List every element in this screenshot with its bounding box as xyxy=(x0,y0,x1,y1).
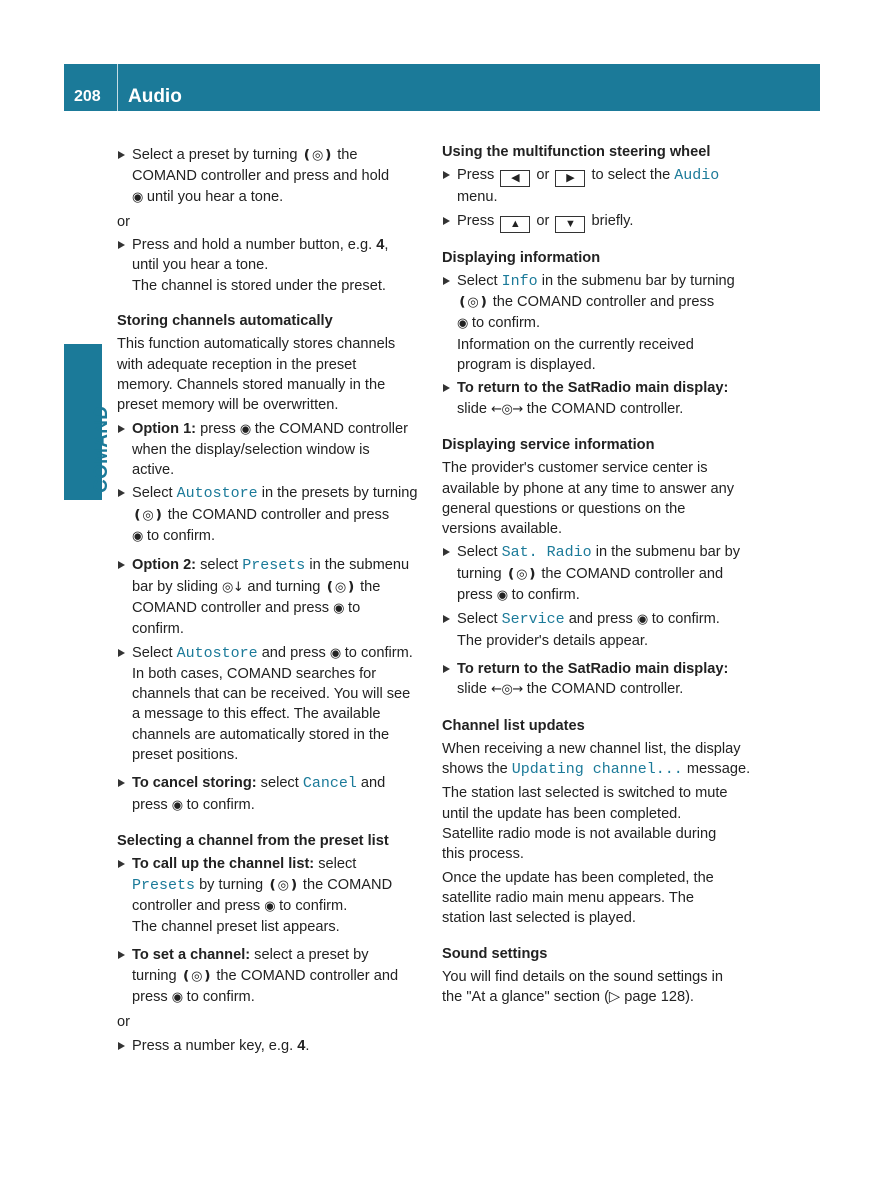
rotate-controller-icon: ❪◎❫ xyxy=(267,877,299,893)
slide-down-icon: ◎↓ xyxy=(222,579,244,595)
menu-item-autostore: Autostore xyxy=(176,644,258,662)
menu-item-presets: Presets xyxy=(132,876,196,894)
down-arrow-key-icon: ▼ xyxy=(555,216,585,233)
menu-item-autostore: Autostore xyxy=(176,485,258,503)
step-call-channel-list: To call up the channel list: select Presets by turning ❪◎❫ the COMAND controller and press ◉ to confirm. The channel preset list appears. xyxy=(117,854,429,937)
menu-item-info: Info xyxy=(501,272,538,290)
page-number: 208 xyxy=(74,88,101,105)
press-controller-icon: ◉ xyxy=(132,189,143,205)
slide-left-right-icon: ←◎→ xyxy=(491,401,523,417)
press-controller-icon: ◉ xyxy=(636,612,648,628)
left-column xyxy=(117,142,429,1056)
press-controller-icon: ◉ xyxy=(239,421,251,437)
paragraph-service-information: The provider's customer service center is available by phone at any time to answer any general questions or questions on the versions available. xyxy=(442,460,735,538)
slide-left-right-icon: ←◎→ xyxy=(491,682,523,698)
step-press-left-right: Press ◀ or ▶ to select the Audio menu. xyxy=(442,165,754,207)
page-reference-link[interactable]: the "At a glance" section (▷ page 128). xyxy=(442,989,694,1006)
rotate-controller-icon: ❪◎❫ xyxy=(324,579,357,595)
press-controller-icon: ◉ xyxy=(171,989,183,1005)
step-select-service: Select Service and press ◉ to confirm. The provider's details appear. xyxy=(442,609,754,651)
step-press-number-key: Press a number key, e.g. 4. xyxy=(117,1036,429,1056)
press-controller-icon: ◉ xyxy=(457,316,468,332)
heading-selecting-channel: Selecting a channel from the preset list xyxy=(117,832,389,849)
step-option-2: Option 2: select Presets in the submenu bar by sliding ◎↓ and turning ❪◎❫ the COMAND controller and press ◉ to confirm. xyxy=(117,555,429,639)
heading-steering-wheel: Using the multifunction steering wheel xyxy=(442,144,711,160)
press-controller-icon: ◉ xyxy=(132,529,143,545)
menu-item-cancel: Cancel xyxy=(302,775,357,793)
step-set-channel: To set a channel: select a preset by turning ❪◎❫ the COMAND controller and press ◉ to confirm. xyxy=(117,945,429,1008)
or-text: or xyxy=(117,213,130,230)
step-select-autostore-confirm: Select Autostore and press ◉ to confirm. In both cases, COMAND searches for channels that can be received. You will see a message to this effect. The available channels are automatically stored in the preset positions. xyxy=(117,643,429,766)
step-return-satradio: To return to the SatRadio main display: slide ←◎→ the COMAND controller. xyxy=(442,659,754,701)
heading-service-information: Displaying service information xyxy=(442,436,655,453)
rotate-controller-icon: ❪◎❫ xyxy=(180,968,213,984)
step-press-hold-number: Press and hold a number button, e.g. 4, until you hear a tone. The channel is stored under the preset. xyxy=(117,235,429,296)
rotate-controller-icon: ❪◎❫ xyxy=(457,295,489,311)
menu-item-audio: Audio xyxy=(674,167,720,185)
step-press-up-down: Press ▲ or ▼ briefly. xyxy=(442,211,754,233)
left-arrow-key-icon: ◀ xyxy=(500,170,530,187)
step-select-sat-radio: Select Sat. Radio in the submenu bar by turning ❪◎❫ the COMAND controller and press ◉ to confirm. xyxy=(442,542,754,606)
rotate-controller-icon: ❪◎❫ xyxy=(301,148,334,163)
rotate-controller-icon: ❪◎❫ xyxy=(505,566,538,582)
step-option-1: Option 1: press ◉ the COMAND controller when the display/selection window is active. xyxy=(117,419,429,481)
press-controller-icon: ◉ xyxy=(333,600,344,616)
press-controller-icon: ◉ xyxy=(329,645,341,661)
right-arrow-key-icon: ▶ xyxy=(555,170,585,187)
press-controller-icon: ◉ xyxy=(264,898,276,914)
heading-sound-settings: Sound settings xyxy=(442,945,548,962)
paragraph-update-complete: Once the update has been completed, the satellite radio main menu appears. The station last selected is played. xyxy=(442,869,714,927)
step-cancel-storing: To cancel storing: select Cancel and press ◉ to confirm. xyxy=(117,773,429,816)
section-title: Audio xyxy=(128,86,182,107)
step-select-preset: Select a preset by turning ❪◎❫ the COMAND controller and press and hold ◉ until you hear a tone. xyxy=(117,145,429,208)
press-controller-icon: ◉ xyxy=(496,588,508,604)
up-arrow-key-icon: ▲ xyxy=(500,216,530,233)
heading-displaying-information: Displaying information xyxy=(442,249,601,266)
rotate-controller-icon: ❪◎❫ xyxy=(132,507,164,523)
paragraph-sound-settings: You will find details on the sound settings in the "At a glance" section (▷ page 128). xyxy=(442,967,754,1008)
side-tab-label: COMAND xyxy=(91,405,112,493)
step-select-autostore: Select Autostore in the presets by turning ❪◎❫ the COMAND controller and press ◉ to confirm. xyxy=(117,483,429,547)
paragraph-new-channel-list: When receiving a new channel list, the display shows the Updating channel... message. xyxy=(442,740,751,779)
step-return-satradio: To return to the SatRadio main display: slide ←◎→ the COMAND controller. xyxy=(442,378,754,420)
or-text: or xyxy=(117,1014,130,1031)
press-controller-icon: ◉ xyxy=(171,797,183,813)
step-select-info: Select Info in the submenu bar by turning ❪◎❫ the COMAND controller and press ◉ to confirm. Information on the currently received program is displayed. xyxy=(442,271,754,375)
message-updating-channel: Updating channel... xyxy=(511,761,683,779)
header-divider xyxy=(117,64,118,111)
heading-storing-channels: Storing channels automatically xyxy=(117,313,333,330)
paragraph-mute: The station last selected is switched to mute until the update has been completed. Satellite radio mode is not available during this process. xyxy=(442,785,728,863)
menu-item-sat-radio: Sat. Radio xyxy=(501,544,592,562)
page-header xyxy=(64,64,820,111)
paragraph-storing-channels: This function automatically stores channels with adequate reception in the preset memory. Channels stored manually in the preset memory will be overwritten. xyxy=(117,336,396,414)
right-column xyxy=(442,142,754,1007)
heading-channel-list-updates: Channel list updates xyxy=(442,717,585,734)
menu-item-presets: Presets xyxy=(242,557,306,575)
menu-item-service: Service xyxy=(501,611,565,629)
